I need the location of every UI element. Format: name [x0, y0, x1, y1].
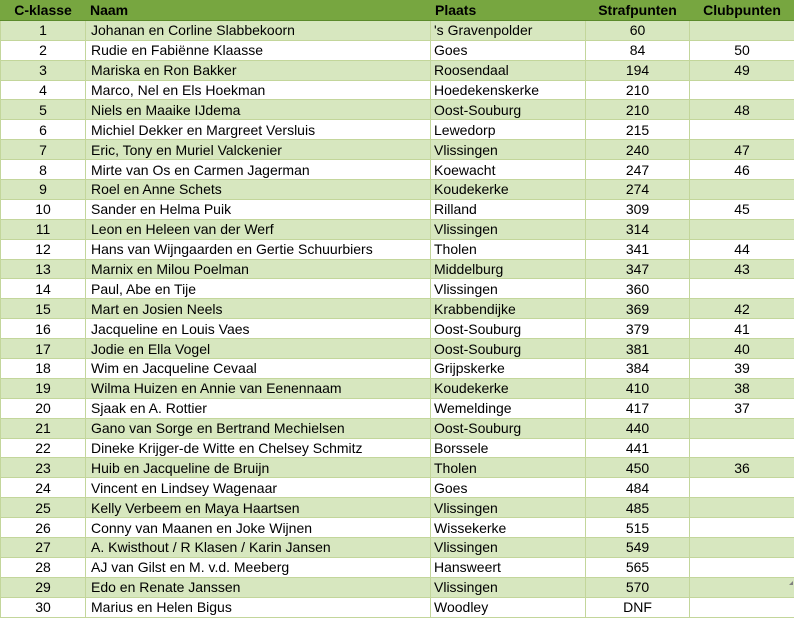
table-row	[1, 418, 794, 438]
cell-rank: 3	[1, 60, 86, 80]
cell-rank: 8	[1, 160, 86, 180]
cell-name: Marco, Nel en Els Hoekman	[86, 80, 431, 100]
cell-rank: 16	[1, 319, 86, 339]
header-rank: C-klasse	[1, 1, 86, 21]
cell-club-points: 50	[690, 40, 794, 60]
cell-place: Vlissingen	[431, 577, 586, 597]
cell-rank: 20	[1, 398, 86, 418]
cell-penalty-points: 441	[586, 438, 690, 458]
cell-place: Krabbendijke	[431, 299, 586, 319]
cell-club-points: 47	[690, 140, 794, 160]
cell-club-points: 46	[690, 160, 794, 180]
cell-rank: 24	[1, 478, 86, 498]
table-body	[1, 20, 794, 617]
cell-rank: 17	[1, 339, 86, 359]
cell-rank: 11	[1, 219, 86, 239]
cell-club-points: 42	[690, 299, 794, 319]
cell-rank: 19	[1, 378, 86, 398]
header-club-points: Clubpunten	[690, 1, 794, 21]
cell-name: Mart en Josien Neels	[86, 299, 431, 319]
cell-name: Conny van Maanen en Joke Wijnen	[86, 518, 431, 538]
table-row	[1, 557, 794, 577]
cell-name: Marius en Helen Bigus	[86, 597, 431, 617]
table-header	[1, 1, 794, 21]
table-row	[1, 498, 794, 518]
cell-penalty-points: 484	[586, 478, 690, 498]
cell-place: Roosendaal	[431, 60, 586, 80]
cell-place: Goes	[431, 478, 586, 498]
cell-club-points: 41	[690, 319, 794, 339]
cell-rank: 25	[1, 498, 86, 518]
cell-penalty-points: 485	[586, 498, 690, 518]
cell-rank: 12	[1, 239, 86, 259]
cell-name: Edo en Renate Janssen	[86, 577, 431, 597]
cell-name: Niels en Maaike IJdema	[86, 100, 431, 120]
cell-place: Oost-Souburg	[431, 418, 586, 438]
table-row	[1, 100, 794, 120]
cell-name: Paul, Abe en Tije	[86, 279, 431, 299]
cell-penalty-points: DNF	[586, 597, 690, 617]
cell-name: Eric, Tony en Muriel Valckenier	[86, 140, 431, 160]
cell-place: Wissekerke	[431, 518, 586, 538]
cell-name: Sander en Helma Puik	[86, 199, 431, 219]
cell-rank: 13	[1, 259, 86, 279]
cell-penalty-points: 417	[586, 398, 690, 418]
table-row	[1, 279, 794, 299]
cell-place: Middelburg	[431, 259, 586, 279]
cell-name: Gano van Sorge en Bertrand Mechielsen	[86, 418, 431, 438]
cell-name: A. Kwisthout / R Klasen / Karin Jansen	[86, 538, 431, 558]
cell-club-points	[690, 20, 794, 40]
cell-club-points	[690, 498, 794, 518]
cell-name: Jacqueline en Louis Vaes	[86, 319, 431, 339]
cell-club-points	[690, 597, 794, 617]
cell-penalty-points: 549	[586, 538, 690, 558]
table-row	[1, 180, 794, 200]
cell-place: Vlissingen	[431, 538, 586, 558]
cell-penalty-points: 215	[586, 120, 690, 140]
table-row	[1, 299, 794, 319]
cell-place: Rilland	[431, 199, 586, 219]
cell-place: Borssele	[431, 438, 586, 458]
cell-penalty-points: 341	[586, 239, 690, 259]
cell-penalty-points: 247	[586, 160, 690, 180]
cell-name: Johanan en Corline Slabbekoorn	[86, 20, 431, 40]
cell-name: Wim en Jacqueline Cevaal	[86, 359, 431, 379]
cell-penalty-points: 240	[586, 140, 690, 160]
cell-rank: 9	[1, 180, 86, 200]
table-row	[1, 319, 794, 339]
cell-penalty-points: 384	[586, 359, 690, 379]
cell-rank: 14	[1, 279, 86, 299]
cell-rank: 2	[1, 40, 86, 60]
cell-club-points: 45	[690, 199, 794, 219]
cell-place: Hoedekenskerke	[431, 80, 586, 100]
table-row	[1, 577, 794, 597]
cell-place: Oost-Souburg	[431, 339, 586, 359]
table-row	[1, 259, 794, 279]
cell-penalty-points: 379	[586, 319, 690, 339]
cell-name: Wilma Huizen en Annie van Eenennaam	[86, 378, 431, 398]
header-name: Naam	[86, 1, 431, 21]
cell-rank: 21	[1, 418, 86, 438]
cell-name: Huib en Jacqueline de Bruijn	[86, 458, 431, 478]
cell-place: Woodley	[431, 597, 586, 617]
cell-club-points	[690, 120, 794, 140]
cell-rank: 6	[1, 120, 86, 140]
cell-name: Jodie en Ella Vogel	[86, 339, 431, 359]
cell-penalty-points: 450	[586, 458, 690, 478]
cell-club-points: 49	[690, 60, 794, 80]
cell-place: Vlissingen	[431, 140, 586, 160]
table-row	[1, 458, 794, 478]
cell-club-points	[690, 478, 794, 498]
cell-rank: 7	[1, 140, 86, 160]
table-row	[1, 359, 794, 379]
cell-club-points: 43	[690, 259, 794, 279]
header-row	[1, 1, 794, 21]
cell-club-points: 38	[690, 378, 794, 398]
cell-club-points	[690, 219, 794, 239]
header-place: Plaats	[431, 1, 586, 21]
resize-handle-icon	[789, 581, 793, 585]
cell-penalty-points: 84	[586, 40, 690, 60]
cell-club-points	[690, 279, 794, 299]
cell-rank: 23	[1, 458, 86, 478]
cell-name: Hans van Wijngaarden en Gertie Schuurbiers	[86, 239, 431, 259]
cell-name: Kelly Verbeem en Maya Haartsen	[86, 498, 431, 518]
cell-place: Hansweert	[431, 557, 586, 577]
cell-place: Vlissingen	[431, 219, 586, 239]
table-row	[1, 160, 794, 180]
table-row	[1, 438, 794, 458]
cell-rank: 30	[1, 597, 86, 617]
cell-penalty-points: 210	[586, 100, 690, 120]
cell-penalty-points: 369	[586, 299, 690, 319]
table-row	[1, 378, 794, 398]
table-row	[1, 199, 794, 219]
cell-club-points: 39	[690, 359, 794, 379]
cell-rank: 28	[1, 557, 86, 577]
cell-rank: 22	[1, 438, 86, 458]
cell-rank: 10	[1, 199, 86, 219]
cell-club-points	[690, 438, 794, 458]
cell-rank: 1	[1, 20, 86, 40]
table-row	[1, 478, 794, 498]
cell-penalty-points: 381	[586, 339, 690, 359]
cell-place: Lewedorp	[431, 120, 586, 140]
cell-name: Roel en Anne Schets	[86, 180, 431, 200]
cell-club-points	[690, 577, 794, 597]
cell-rank: 29	[1, 577, 86, 597]
cell-name: Michiel Dekker en Margreet Versluis	[86, 120, 431, 140]
cell-rank: 26	[1, 518, 86, 538]
cell-penalty-points: 570	[586, 577, 690, 597]
cell-name: AJ van Gilst en M. v.d. Meeberg	[86, 557, 431, 577]
table-row	[1, 20, 794, 40]
cell-club-points: 48	[690, 100, 794, 120]
cell-penalty-points: 347	[586, 259, 690, 279]
cell-place: Wemeldinge	[431, 398, 586, 418]
cell-name: Dineke Krijger-de Witte en Chelsey Schmitz	[86, 438, 431, 458]
table-row	[1, 140, 794, 160]
table-row	[1, 597, 794, 617]
cell-club-points	[690, 418, 794, 438]
table-row	[1, 518, 794, 538]
cell-rank: 27	[1, 538, 86, 558]
cell-name: Vincent en Lindsey Wagenaar	[86, 478, 431, 498]
cell-penalty-points: 565	[586, 557, 690, 577]
table-row	[1, 538, 794, 558]
table-row	[1, 339, 794, 359]
cell-penalty-points: 410	[586, 378, 690, 398]
cell-place: Koewacht	[431, 160, 586, 180]
cell-rank: 5	[1, 100, 86, 120]
cell-place: Koudekerke	[431, 378, 586, 398]
cell-place: Oost-Souburg	[431, 319, 586, 339]
cell-rank: 18	[1, 359, 86, 379]
cell-club-points: 37	[690, 398, 794, 418]
cell-name: Mirte van Os en Carmen Jagerman	[86, 160, 431, 180]
cell-club-points	[690, 518, 794, 538]
cell-place: Grijpskerke	[431, 359, 586, 379]
cell-club-points	[690, 180, 794, 200]
cell-club-points	[690, 538, 794, 558]
cell-place: Tholen	[431, 239, 586, 259]
cell-club-points: 36	[690, 458, 794, 478]
cell-place: Vlissingen	[431, 498, 586, 518]
cell-place: Tholen	[431, 458, 586, 478]
cell-penalty-points: 309	[586, 199, 690, 219]
cell-penalty-points: 210	[586, 80, 690, 100]
header-penalty-points: Strafpunten	[586, 1, 690, 21]
cell-penalty-points: 440	[586, 418, 690, 438]
cell-rank: 4	[1, 80, 86, 100]
cell-place: Oost-Souburg	[431, 100, 586, 120]
cell-club-points	[690, 557, 794, 577]
table-row	[1, 398, 794, 418]
table-row	[1, 219, 794, 239]
cell-rank: 15	[1, 299, 86, 319]
cell-penalty-points: 194	[586, 60, 690, 80]
cell-penalty-points: 360	[586, 279, 690, 299]
cell-place: 's Gravenpolder	[431, 20, 586, 40]
cell-name: Rudie en Fabiënne Klaasse	[86, 40, 431, 60]
table-row	[1, 80, 794, 100]
table-row	[1, 40, 794, 60]
cell-place: Koudekerke	[431, 180, 586, 200]
cell-place: Vlissingen	[431, 279, 586, 299]
cell-penalty-points: 515	[586, 518, 690, 538]
cell-club-points: 40	[690, 339, 794, 359]
cell-place: Goes	[431, 40, 586, 60]
cell-name: Leon en Heleen van der Werf	[86, 219, 431, 239]
cell-name: Marnix en Milou Poelman	[86, 259, 431, 279]
cell-club-points: 44	[690, 239, 794, 259]
cell-club-points	[690, 80, 794, 100]
table-row	[1, 239, 794, 259]
cell-penalty-points: 314	[586, 219, 690, 239]
cell-penalty-points: 60	[586, 20, 690, 40]
cell-penalty-points: 274	[586, 180, 690, 200]
cell-name: Sjaak en A. Rottier	[86, 398, 431, 418]
cell-name: Mariska en Ron Bakker	[86, 60, 431, 80]
table-row	[1, 60, 794, 80]
table-row	[1, 120, 794, 140]
